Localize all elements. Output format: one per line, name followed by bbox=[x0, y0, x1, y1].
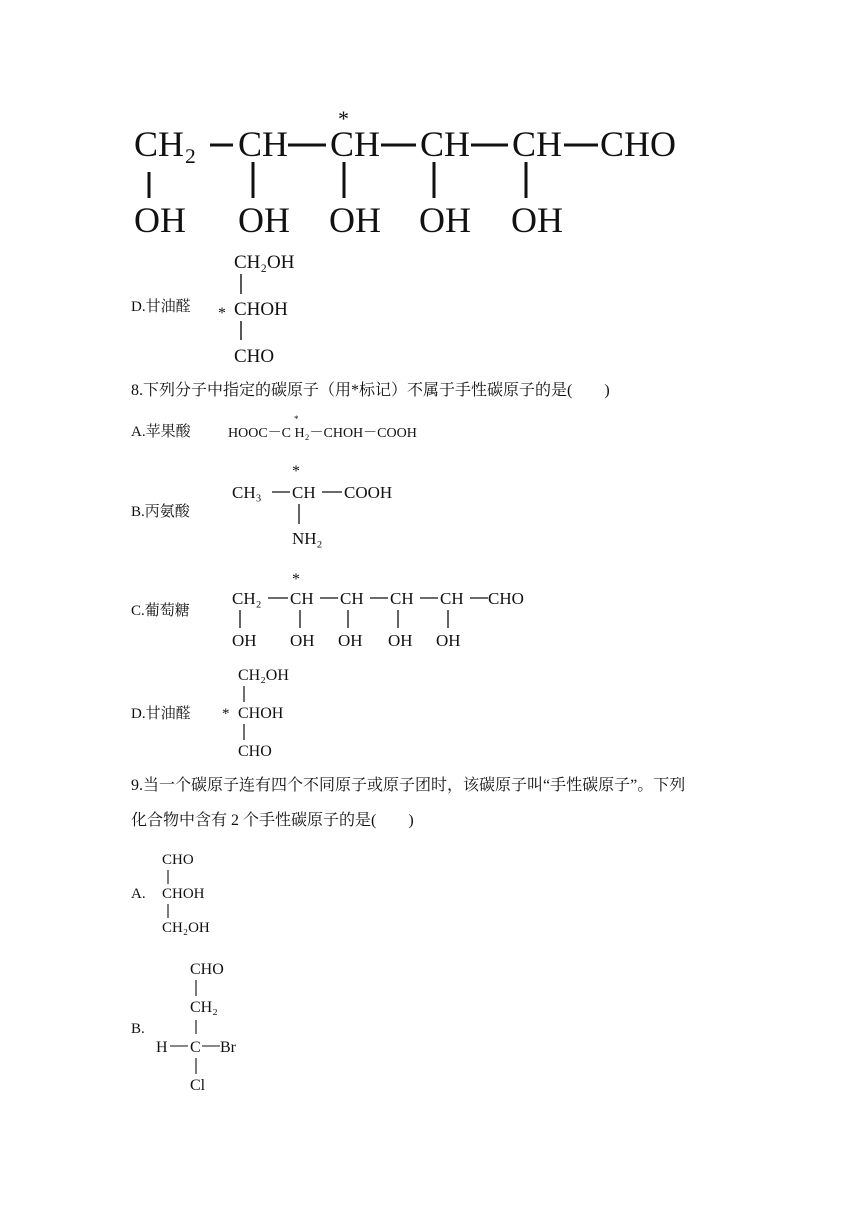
glucose-star: * bbox=[338, 106, 349, 131]
q9a-row-2: CHOH bbox=[162, 886, 205, 902]
top-option-d-label: D.甘油醛 bbox=[131, 299, 191, 315]
q8-option-c-label: C.葡萄糖 bbox=[131, 603, 190, 619]
q8-glyceraldehyde-structure bbox=[218, 660, 328, 764]
glucose-oh-1: OH bbox=[134, 200, 186, 240]
q9b-left: H bbox=[156, 1039, 168, 1056]
glucose-group-1: CH₂ bbox=[134, 124, 197, 164]
glucose-group-6: CHO bbox=[600, 124, 677, 164]
q8c-group-1: CH₂ bbox=[232, 589, 262, 608]
q8c-star: * bbox=[292, 571, 300, 588]
q8-glucose-structure bbox=[230, 566, 540, 652]
q8c-oh-5: OH bbox=[436, 631, 461, 650]
q8c-group-3: CH bbox=[340, 589, 364, 608]
q8c-group-5: CH bbox=[440, 589, 464, 608]
glucose-oh-5: OH bbox=[511, 200, 563, 240]
q8c-oh-1: OH bbox=[232, 631, 257, 650]
alanine-structure bbox=[230, 458, 420, 554]
q8-option-a-star: * bbox=[294, 414, 299, 424]
top-d-row-3: CHO bbox=[234, 346, 275, 367]
q8-option-d-label: D.甘油醛 bbox=[131, 706, 191, 722]
q8c-group-6: CHO bbox=[488, 589, 524, 608]
glucose-group-3: CH bbox=[330, 124, 381, 164]
top-d-row-2: CHOH bbox=[234, 299, 288, 320]
q8-option-a-formula: HOOC－C H₂－CHOH－COOH bbox=[228, 426, 417, 441]
q9b-row-1: CHO bbox=[190, 961, 224, 978]
q8-stem: 8.下列分子中指定的碳原子（用*标记）不属于手性碳原子的是( ) bbox=[131, 382, 610, 399]
q9-option-a-structure bbox=[156, 846, 256, 942]
alanine-sub: NH₂ bbox=[292, 529, 323, 548]
q9a-row-3: CH₂OH bbox=[162, 920, 210, 936]
glucose-oh-3: OH bbox=[329, 200, 381, 240]
q8d-row-2: CHOH bbox=[238, 705, 284, 722]
top-glyceraldehyde-structure bbox=[212, 246, 332, 370]
alanine-group-3: COOH bbox=[344, 483, 393, 502]
glucose-oh-2: OH bbox=[238, 200, 290, 240]
q8d-row-1: CH₂OH bbox=[238, 667, 289, 684]
q8c-oh-3: OH bbox=[338, 631, 363, 650]
q8-option-b-label: B.丙氨酸 bbox=[131, 504, 190, 520]
q8-option-a-label: A.苹果酸 bbox=[131, 424, 191, 440]
q8-option-a-formula-wrap bbox=[228, 425, 417, 443]
q9-option-a-label: A. bbox=[131, 886, 146, 902]
glucose-group-5: CH bbox=[512, 124, 563, 164]
q8c-group-2: CH bbox=[290, 589, 314, 608]
alanine-star: * bbox=[292, 463, 300, 480]
q8c-oh-4: OH bbox=[388, 631, 413, 650]
q8d-row-3: CHO bbox=[238, 743, 272, 760]
alanine-group-1: CH₃ bbox=[232, 483, 262, 502]
alanine-group-2: CH bbox=[292, 483, 316, 502]
q9-option-b-label: B. bbox=[131, 1021, 145, 1037]
glucose-oh-4: OH bbox=[419, 200, 471, 240]
glucose-group-2: CH bbox=[238, 124, 289, 164]
top-glucose-structure bbox=[128, 100, 688, 245]
top-d-star: * bbox=[218, 305, 226, 322]
q9b-row-2: CH₂ bbox=[190, 999, 218, 1016]
q9-stem-line-2: 化合物中含有 2 个手性碳原子的是( ) bbox=[131, 812, 414, 829]
q9a-row-1: CHO bbox=[162, 852, 194, 868]
q9-option-b-structure bbox=[152, 952, 262, 1096]
q9b-bottom: Cl bbox=[190, 1077, 206, 1094]
q8c-group-4: CH bbox=[390, 589, 414, 608]
q9b-center: C bbox=[190, 1039, 201, 1056]
top-d-row-1: CH₂OH bbox=[234, 252, 295, 273]
q8d-star: * bbox=[222, 706, 230, 722]
glucose-group-4: CH bbox=[420, 124, 471, 164]
q9-stem-line-1: 9.当一个碳原子连有四个不同原子或原子团时，该碳原子叫“手性碳原子”。下列 bbox=[131, 777, 686, 794]
q9b-right: Br bbox=[220, 1039, 236, 1056]
q8c-oh-2: OH bbox=[290, 631, 315, 650]
